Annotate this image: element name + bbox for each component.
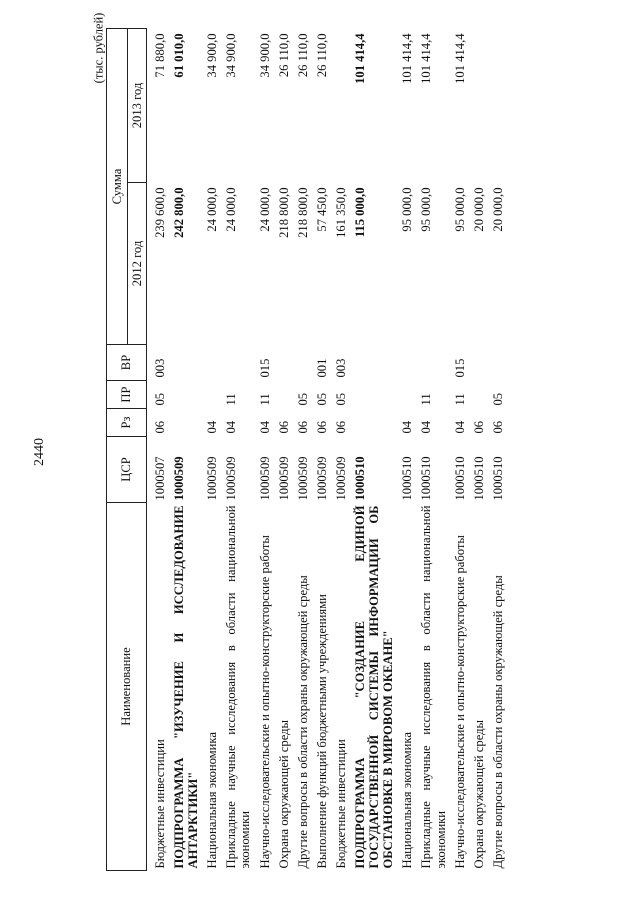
row-vr: 015 [257, 358, 272, 378]
header-2012: 2012 год [128, 183, 147, 345]
row-vr [351, 345, 398, 381]
row-vr: 001 [314, 358, 329, 378]
row-sum-2013: 34 900,0 [205, 33, 220, 78]
row-sum-2013: 26 110,0 [295, 33, 310, 78]
table-row [451, 28, 470, 870]
row-sum-2013: 26 110,0 [276, 33, 291, 78]
header-rz: Рз [107, 409, 147, 437]
row-sum-2013: 101 414,4 [400, 33, 415, 84]
row-sum-2012: 24 000,0 [205, 187, 220, 232]
row-pr [275, 381, 294, 409]
row-name: Охрана окружающей среды [471, 720, 486, 869]
row-sum-2012: 20 000,0 [471, 187, 486, 232]
row-vr [398, 345, 417, 381]
row-pr: 11 [224, 393, 239, 406]
units-label: (тыс. рублей) [91, 12, 106, 84]
row-sum-2013: 71 880,0 [153, 33, 167, 78]
row-name: Бюджетные инвестиции [153, 739, 167, 869]
row-rz: 06 [490, 420, 505, 434]
table-row [332, 28, 351, 870]
table-header [107, 28, 147, 870]
row-name: Национальная экономика [400, 732, 415, 869]
row-sum-2012: 242 800,0 [172, 187, 187, 238]
row-pr [351, 381, 398, 409]
row-csr: 1000509 [333, 456, 348, 501]
header-2013: 2013 год [128, 28, 147, 182]
row-vr [417, 345, 450, 381]
row-rz: 04 [452, 420, 467, 434]
rotated-table-container [106, 29, 622, 871]
row-csr: 1000509 [257, 456, 272, 501]
row-rz: 06 [295, 420, 310, 434]
row-pr: 11 [452, 393, 467, 406]
row-rz: 04 [205, 420, 220, 434]
row-csr: 1000510 [419, 456, 434, 501]
header-vr: ВР [107, 345, 147, 381]
table-row [275, 28, 294, 870]
row-pr [203, 381, 222, 409]
row-csr: 1000509 [224, 456, 239, 501]
row-rz [170, 409, 203, 437]
row-vr [222, 345, 255, 381]
row-sum-2013 [489, 28, 508, 182]
row-csr: 1000510 [452, 456, 467, 501]
table-body [147, 28, 508, 870]
row-pr [170, 381, 203, 409]
row-sum-2013: 101 414,4 [419, 33, 434, 84]
row-name: Бюджетные инвестиции [333, 739, 348, 869]
row-pr: 05 [314, 392, 329, 406]
row-csr: 1000509 [314, 456, 329, 501]
table-row [470, 28, 489, 870]
row-sum-2013: 34 900,0 [257, 33, 272, 78]
row-pr: 11 [419, 393, 434, 406]
row-sum-2012: 57 450,0 [314, 187, 329, 232]
header-name: Наименование [107, 503, 147, 871]
row-csr: 1000510 [353, 456, 368, 501]
row-sum-2013: 101 414,4 [452, 33, 467, 84]
row-vr [203, 345, 222, 381]
header-sum: Сумма [107, 28, 128, 344]
row-sum-2012: 115 000,0 [353, 187, 368, 238]
row-vr: 003 [333, 358, 348, 378]
row-rz: 06 [153, 420, 167, 434]
header-pr: ПР [107, 381, 147, 409]
row-csr: 1000509 [205, 456, 220, 501]
row-csr: 1000510 [490, 456, 505, 501]
row-sum-2012: 95 000,0 [400, 187, 415, 232]
table-row [147, 28, 171, 870]
row-vr [294, 345, 313, 381]
table-row [489, 28, 508, 870]
row-name: Прикладные научные исследования в области национальной экономики [224, 505, 253, 869]
row-name: Охрана окружающей среды [276, 720, 291, 869]
row-csr: 1000510 [471, 456, 486, 501]
row-rz: 06 [314, 420, 329, 434]
row-rz: 04 [257, 420, 272, 434]
row-name: Научно-исследовательские и опытно-конструкторские работы [452, 535, 467, 869]
row-pr: 05 [490, 392, 505, 406]
row-vr: 015 [452, 358, 467, 378]
page-number: 2440 [32, 438, 47, 466]
row-name: Выполнение функций бюджетными учреждениями [314, 594, 329, 869]
row-name: Другие вопросы в области охраны окружающей среды [295, 575, 310, 869]
row-rz: 06 [333, 420, 348, 434]
row-sum-2012: 24 000,0 [224, 187, 239, 232]
row-pr [470, 381, 489, 409]
row-rz: 04 [419, 420, 434, 434]
row-sum-2012: 95 000,0 [419, 187, 434, 232]
row-pr: 05 [295, 392, 310, 406]
row-name: Национальная экономика [205, 732, 220, 869]
row-pr: 11 [257, 393, 272, 406]
row-sum-2012: 95 000,0 [452, 187, 467, 232]
table-row [351, 28, 398, 870]
row-name: Прикладные научные исследования в области национальной экономики [419, 505, 448, 869]
row-sum-2012: 24 000,0 [257, 187, 272, 232]
table-row [256, 28, 275, 870]
row-name: ПОДПРОГРАММА "СОЗДАНИЕ ЕДИНОЙ ГОСУДАРСТВЕННОЙ СИСТЕМЫ ИНФОРМАЦИИ ОБ ОБСТАНОВКЕ В МИРОВОМ ОКЕАНЕ" [353, 505, 396, 869]
row-name: Другие вопросы в области охраны окружающей среды [490, 575, 505, 869]
row-csr: 1000510 [400, 456, 415, 501]
row-rz: 04 [224, 420, 239, 434]
row-sum-2013 [470, 28, 489, 182]
row-csr: 1000509 [295, 456, 310, 501]
row-sum-2013: 101 414,4 [353, 33, 368, 84]
table-row [398, 28, 417, 870]
row-name: ПОДПРОГРАММА "ИЗУЧЕНИЕ И ИССЛЕДОВАНИЕ АНТАРКТИКИ" [172, 505, 201, 869]
row-vr [489, 345, 508, 381]
row-sum-2013: 61 010,0 [172, 33, 187, 78]
row-sum-2013: 26 110,0 [314, 33, 329, 78]
header-csr: ЦСР [107, 437, 147, 503]
row-sum-2012: 218 800,0 [295, 187, 310, 238]
row-sum-2013: 34 900,0 [224, 33, 239, 78]
row-sum-2013 [332, 28, 351, 182]
table-row [170, 28, 203, 870]
row-name: Научно-исследовательские и опытно-конструкторские работы [257, 535, 272, 869]
row-sum-2012: 20 000,0 [490, 187, 505, 232]
table-row [294, 28, 313, 870]
row-rz: 06 [276, 420, 291, 434]
row-csr: 1000507 [153, 456, 167, 501]
row-vr: 003 [153, 358, 167, 378]
row-csr: 1000509 [172, 456, 187, 501]
row-vr [170, 345, 203, 381]
row-pr: 05 [153, 392, 167, 406]
row-csr: 1000509 [276, 456, 291, 501]
budget-table [106, 28, 508, 871]
row-rz: 06 [471, 420, 486, 434]
table-row [222, 28, 255, 870]
row-rz [351, 409, 398, 437]
row-pr [398, 381, 417, 409]
table-row [203, 28, 222, 870]
row-sum-2012: 239 600,0 [153, 187, 167, 238]
row-rz: 04 [400, 420, 415, 434]
row-sum-2012: 218 800,0 [276, 187, 291, 238]
table-row [417, 28, 450, 870]
row-vr [275, 345, 294, 381]
row-pr: 05 [333, 392, 348, 406]
row-sum-2012: 161 350,0 [333, 187, 348, 238]
row-vr [470, 345, 489, 381]
table-row [313, 28, 332, 870]
